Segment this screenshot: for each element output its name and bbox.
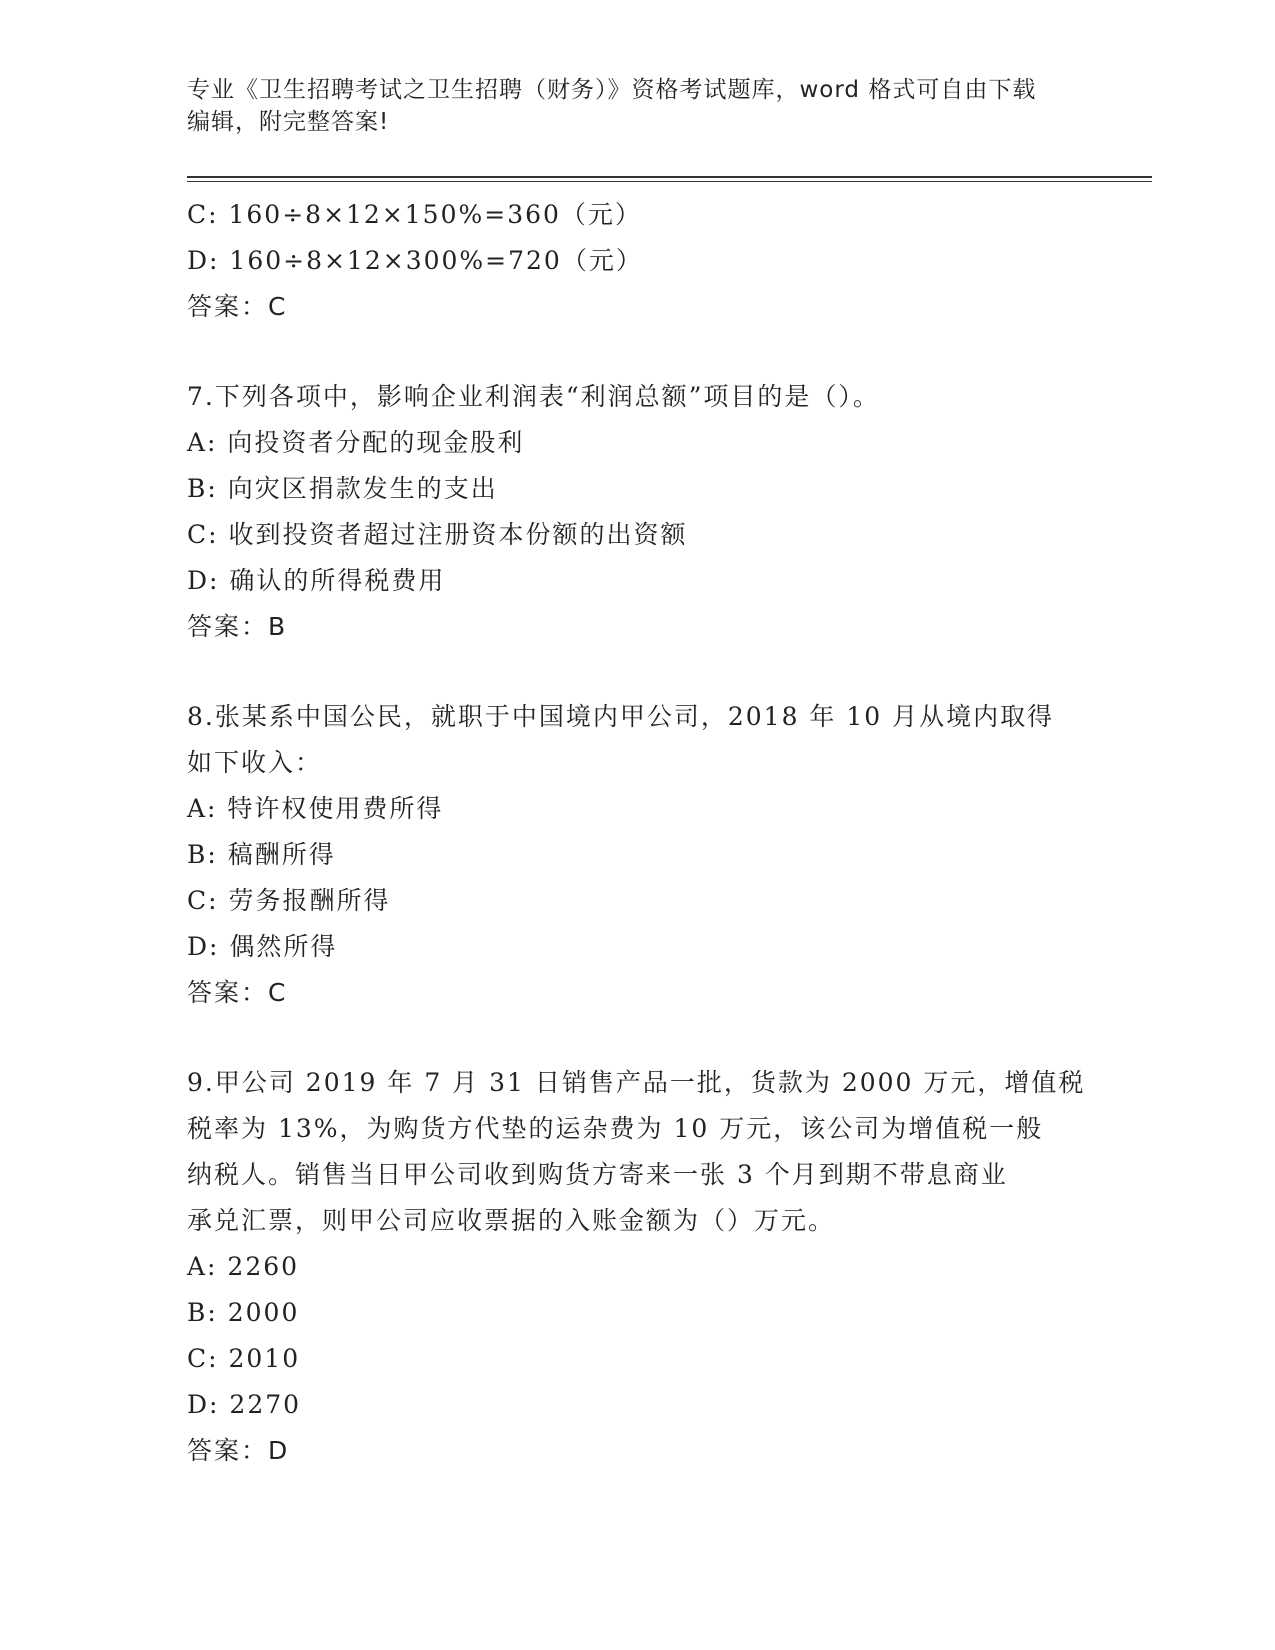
question-block — [187, 1060, 1087, 1474]
option-line: C: 收到投资者超过注册资本份额的出资额 — [187, 520, 688, 549]
option-line: A: 向投资者分配的现金股利 — [187, 428, 525, 457]
option-line: C: 160÷8×12×150%=360（元） — [187, 200, 642, 229]
question-stem: 如下收入： — [187, 748, 323, 777]
option-line: B: 2000 — [187, 1298, 300, 1327]
question-stem: 税率为 13%，为购货方代垫的运杂费为 10 万元，该公司为增值税一般 — [187, 1114, 1044, 1143]
spacer — [187, 1016, 1087, 1060]
header-line: 专业《卫生招聘考试之卫生招聘（财务）》资格考试题库，word 格式可自由下载 — [187, 77, 1037, 103]
document-header — [187, 74, 1087, 138]
option-line: C: 劳务报酬所得 — [187, 886, 391, 915]
header-divider-thin — [187, 181, 1152, 182]
question-block — [187, 694, 1087, 1016]
header-divider — [187, 176, 1152, 178]
question-stem: 7.下列各项中，影响企业利润表“利润总额”项目的是（）。 — [187, 382, 880, 411]
option-line: D: 偶然所得 — [187, 932, 338, 961]
option-line: B: 向灾区捐款发生的支出 — [187, 474, 498, 503]
question-block — [187, 374, 1087, 650]
question-stem: 9.甲公司 2019 年 7 月 31 日销售产品一批，货款为 2000 万元，增值税 — [187, 1068, 1086, 1097]
spacer — [187, 330, 1087, 374]
answer-line: 答案：B — [187, 612, 288, 641]
option-line: D: 160÷8×12×300%=720（元） — [187, 246, 643, 275]
option-line: B: 稿酬所得 — [187, 840, 336, 869]
header-line: 编辑，附完整答案! — [187, 109, 390, 135]
spacer — [187, 650, 1087, 694]
option-line: A: 2260 — [187, 1252, 300, 1281]
question-block-partial — [187, 192, 1087, 330]
question-stem: 8.张某系中国公民，就职于中国境内甲公司，2018 年 10 月从境内取得 — [187, 702, 1055, 731]
question-stem: 纳税人。销售当日甲公司收到购货方寄来一张 3 个月到期不带息商业 — [187, 1160, 1008, 1189]
answer-line: 答案：C — [187, 978, 288, 1007]
question-list — [187, 192, 1087, 1474]
option-line: A: 特许权使用费所得 — [187, 794, 444, 823]
question-stem: 承兑汇票，则甲公司应收票据的入账金额为（）万元。 — [187, 1206, 836, 1235]
option-line: D: 2270 — [187, 1390, 302, 1419]
answer-line: 答案：D — [187, 1436, 290, 1465]
answer-line: 答案：C — [187, 292, 288, 321]
option-line: D: 确认的所得税费用 — [187, 566, 446, 595]
option-line: C: 2010 — [187, 1344, 301, 1373]
